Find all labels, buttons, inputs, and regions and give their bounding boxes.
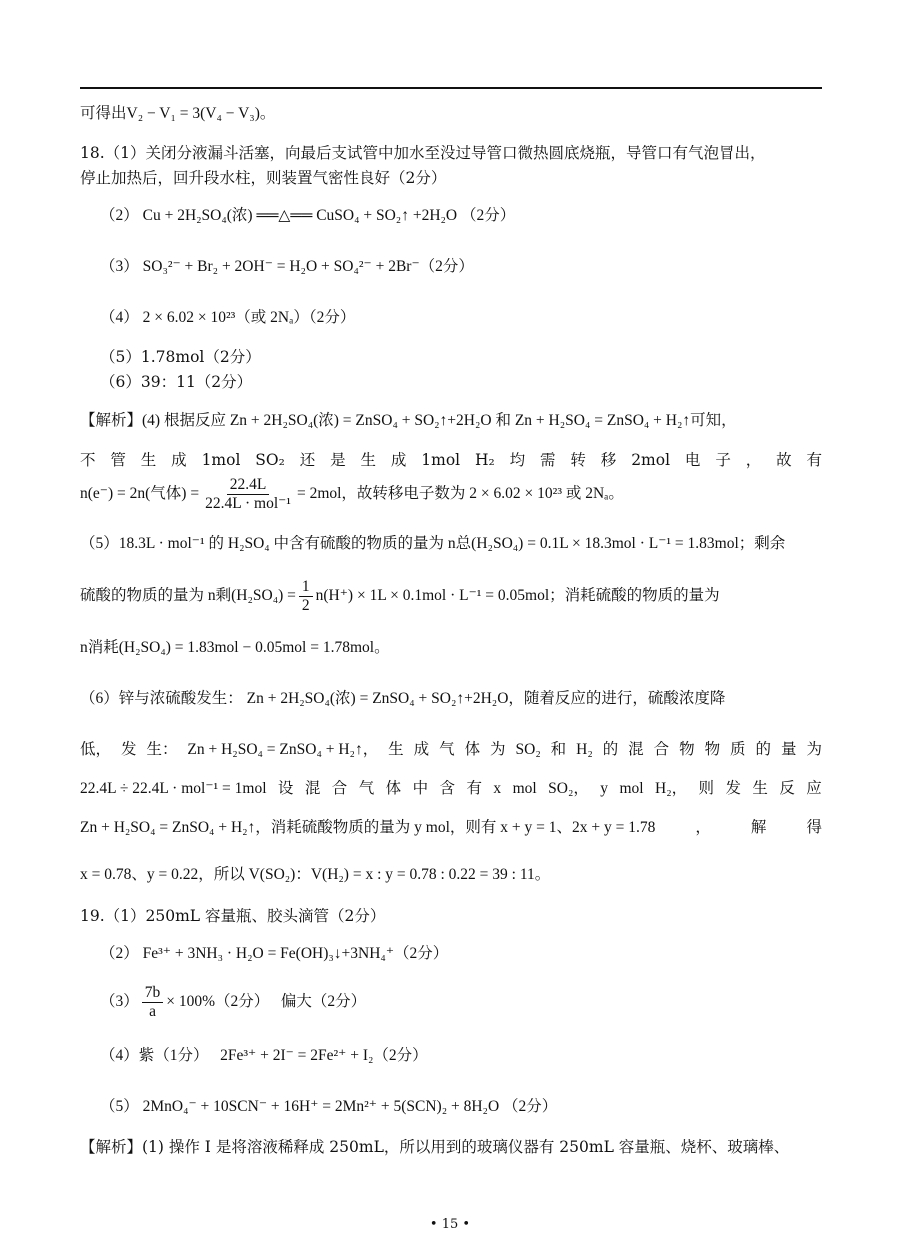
analysis-6-line-5: x = 0.78、y = 0.22，所以 V(SO₂)：V(H₂) = x : y = 0.78 : 0.22 = 39 : 11。 (80, 866, 551, 883)
q19-4-answer: （4）紫（1分） 2Fe³⁺ + 2I⁻ = 2Fe²⁺ + I₂（2分） (100, 1047, 428, 1064)
q19-1-answer: 19.（1）250mL 容量瓶、胶头滴管（2分） (80, 907, 386, 925)
q18-2-answer: （2） Cu + 2H₂SO₄(浓) ══△══ CuSO₄ + SO₂↑ +2H₂O （2分） (100, 207, 516, 224)
q18-4-answer: （4） 2 × 6.02 × 10²³（或 2Nₐ）（2分） (100, 309, 356, 326)
q18-5-answer: （5）1.78mol（2分） (100, 348, 261, 366)
fraction: $\frac{22.4L}{\text{22.4L · mol⁻¹}}$ (205, 476, 291, 512)
analysis-4-line-3: n(e⁻) = 2n(气体) = $\frac{22.4L}{\text{22.4L · mol⁻¹}}$ = 2mol，故转移电子数为 2 × 6.02 × 10²³ 或 2Nₐ。 (80, 476, 624, 512)
q18-6-answer: （6）39：11（2分） (100, 373, 253, 391)
analysis-4-line-2: 不 管 生 成 1mol SO₂ 还 是 生 成 1mol H₂ 均 需 转 移 2mol 电 子 ， 故 有 (80, 451, 822, 469)
analysis-6-line-2: 低， 发 生： Zn + H₂SO₄ = ZnSO₄ + H₂↑， 生 成 气 体 为 SO₂ 和 H₂ 的 混 合 物 物 质 的 量 为 (80, 741, 822, 758)
q18-line-2: 停止加热后，回升段水柱，则装置气密性良好（2分） (80, 169, 447, 187)
analysis-6-line-3: 22.4L ÷ 22.4L · mol⁻¹ = 1mol 设 混 合 气 体 中 含 有 x mol SO₂， y mol H₂， 则 发 生 反 应 (80, 780, 822, 797)
q18-3-answer: （3） SO₃²⁻ + Br₂ + 2OH⁻ = H₂O + SO₄²⁻ + 2Br⁻（2分） (100, 258, 474, 275)
fraction: $\frac{7b}{a}$ (142, 984, 164, 1021)
fraction: $\frac{1}{2}$ (299, 578, 313, 615)
header-rule (80, 87, 822, 89)
text-line: 可得出V₂ − V₁ = 3(V₄ − V₃)。 (80, 105, 276, 122)
analysis-6-line-4: Zn + H₂SO₄ = ZnSO₄ + H₂↑，消耗硫酸物质的量为 y mol，则有 x + y = 1、2x + y = 1.78 ， 解 得 (80, 819, 822, 836)
q19-3-answer: （3） $\frac{7b}{a}$ × 100%（2分） 偏大（2分） (100, 984, 367, 1020)
analysis-5-line-2: 硫酸的物质的量为 n剩(H₂SO₄) = $\frac{1}{2}$ n(H⁺) × 1L × 0.1mol · L⁻¹ = 0.05mol；消耗硫酸的物质的量为 (80, 578, 720, 614)
analysis-5-line-1: （5）18.3L · mol⁻¹ 的 H₂SO₄ 中含有硫酸的物质的量为 n总(H₂SO₄) = 0.1L × 18.3mol · L⁻¹ = 1.83mol；剩余 (80, 535, 786, 552)
analysis-19-line-1: 【解析】(1) 操作 I 是将溶液稀释成 250mL，所以用到的玻璃仪器有 250mL 容量瓶、烧杯、玻璃棒、 (80, 1138, 790, 1156)
q19-5-answer: （5） 2MnO₄⁻ + 10SCN⁻ + 16H⁺ = 2Mn²⁺ + 5(SCN)₂ + 8H₂O （2分） (100, 1098, 558, 1115)
page-number: • 15 • (429, 1217, 471, 1232)
analysis-6-line-1: （6）锌与浓硫酸发生： Zn + 2H₂SO₄(浓) = ZnSO₄ + SO₂↑+2H₂O，随着反应的进行，硫酸浓度降 (80, 690, 726, 707)
analysis-5-line-3: n消耗(H₂SO₄) = 1.83mol − 0.05mol = 1.78mol。 (80, 639, 390, 656)
q18-line-1: 18.（1）关闭分液漏斗活塞，向最后支试管中加水至没过导管口微热圆底烧瓶，导管口有气泡冒出， (80, 144, 766, 162)
analysis-4-line-1: 【解析】(4) 根据反应 Zn + 2H₂SO₄(浓) = ZnSO₄ + SO₂↑+2H₂O 和 Zn + H₂SO₄ = ZnSO₄ + H₂↑可知， (80, 412, 737, 429)
q19-2-answer: （2） Fe³⁺ + 3NH₃ · H₂O = Fe(OH)₃↓+3NH₄⁺（2分） (100, 945, 449, 962)
